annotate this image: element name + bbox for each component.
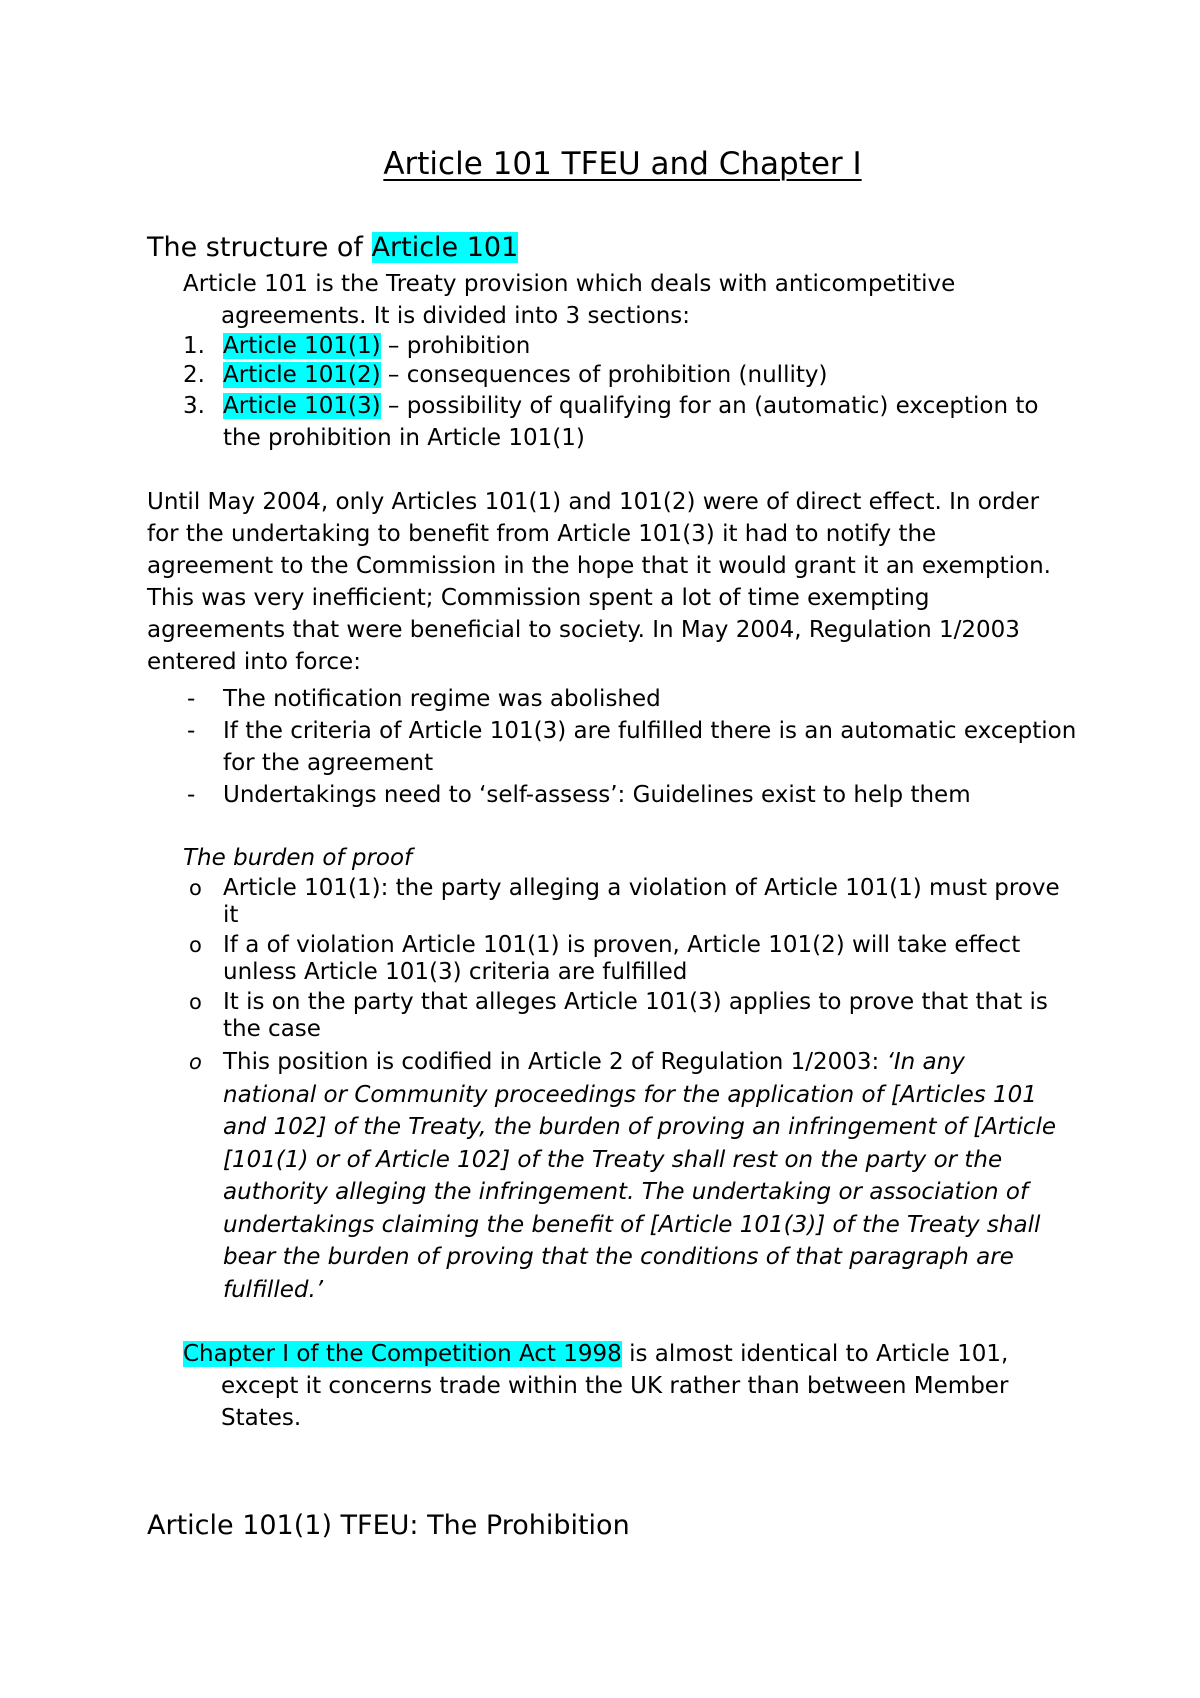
list-number: 1. <box>183 333 205 359</box>
dash-marker: - <box>187 686 196 712</box>
document-title: Article 101 TFEU and Chapter I <box>383 146 862 182</box>
list-item <box>183 779 1083 811</box>
intro-paragraph <box>183 268 1063 332</box>
reform-bullet-list <box>183 683 1083 811</box>
section-highlight: Article 101(3) <box>223 393 381 419</box>
list-item <box>183 932 1063 986</box>
prohibition-heading: Article 101(1) TFEU: The Prohibition <box>147 1510 630 1541</box>
intro-text: Article 101 is the Treaty provision which deals with anticompetitive agreements. It is divided into 3 sections: <box>183 271 956 329</box>
section-highlight: Article 101(2) <box>223 362 381 388</box>
bullet-text: Article 101(1): the party alleging a violation of Article 101(1) must prove it <box>223 875 1060 928</box>
bullet-text: This position is codified in Article 2 of Regulation 1/2003: <box>223 1049 887 1075</box>
bullet-text: If the criteria of Article 101(3) are fulfilled there is an automatic exception for the agreement <box>223 718 1077 776</box>
section-highlight: Article 101(1) <box>223 333 381 359</box>
circle-marker: o <box>189 876 202 900</box>
burden-heading: The burden of proof <box>183 845 413 871</box>
circle-marker: o <box>189 933 202 957</box>
sections-list <box>183 332 1083 454</box>
list-item <box>183 332 1083 361</box>
list-item <box>183 875 1063 929</box>
section-text: – possibility of qualifying for an (automatic) exception to the prohibition in Article 101(1) <box>223 393 1039 451</box>
list-item <box>183 683 1083 715</box>
bullet-text: If a of violation Article 101(1) is proven, Article 101(2) will take effect unless Article 101(3) criteria are fulfilled <box>223 932 1021 985</box>
dash-marker: - <box>187 782 196 808</box>
circle-marker: o <box>189 1050 202 1074</box>
bullet-text: Undertakings need to ‘self-assess’: Guidelines exist to help them <box>223 782 971 808</box>
regulation-quote: ‘In any national or Community proceedings for the application of [Articles 101 and 102] of the Treaty, the burden of proving an infringement of [Article [101(1) or of Article 102] of the Treaty shall rest on the party or the authority alleging the infringement. The undertaking or association of undertakings claiming the benefit of [Article 101(3)] of the Treaty shall bear the burden of proving that the conditions of that paragraph are fulfilled.’ <box>223 1049 1057 1303</box>
structure-heading-prefix: The structure of <box>147 232 372 263</box>
bullet-text: It is on the party that alleges Article 101(3) applies to prove that that is the case <box>223 989 1048 1042</box>
structure-heading <box>147 230 518 266</box>
bullet-text: The notification regime was abolished <box>223 686 661 712</box>
chapter-highlight: Chapter I of the Competition Act 1998 <box>183 1341 622 1367</box>
burden-bullet-list <box>183 875 1063 1306</box>
chapter-text: is almost identical to Article 101, except it concerns trade within the UK rather than between Member States. <box>221 1341 1009 1431</box>
structure-heading-highlight: Article 101 <box>371 232 519 263</box>
list-item <box>183 989 1063 1043</box>
list-number: 2. <box>183 362 205 388</box>
list-item <box>183 390 1083 454</box>
list-number: 3. <box>183 393 205 419</box>
circle-marker: o <box>189 990 202 1014</box>
list-item <box>183 715 1083 779</box>
list-item <box>183 1046 1063 1306</box>
list-item <box>183 361 1083 390</box>
history-paragraph: Until May 2004, only Articles 101(1) and 101(2) were of direct effect. In order for the undertaking to benefit from Article 101(3) it had to notify the agreement to the Commission in the hope that it would grant it an exemption. This was very inefficient; Commission spent a lot of time exempting agreements that were beneficial to society. In May 2004, Regulation 1/2003 entered into force: <box>147 489 1051 675</box>
section-text: – consequences of prohibition (nullity) <box>380 362 828 388</box>
chapter-paragraph <box>183 1338 1063 1434</box>
dash-marker: - <box>187 718 196 744</box>
section-text: – prohibition <box>380 333 531 359</box>
